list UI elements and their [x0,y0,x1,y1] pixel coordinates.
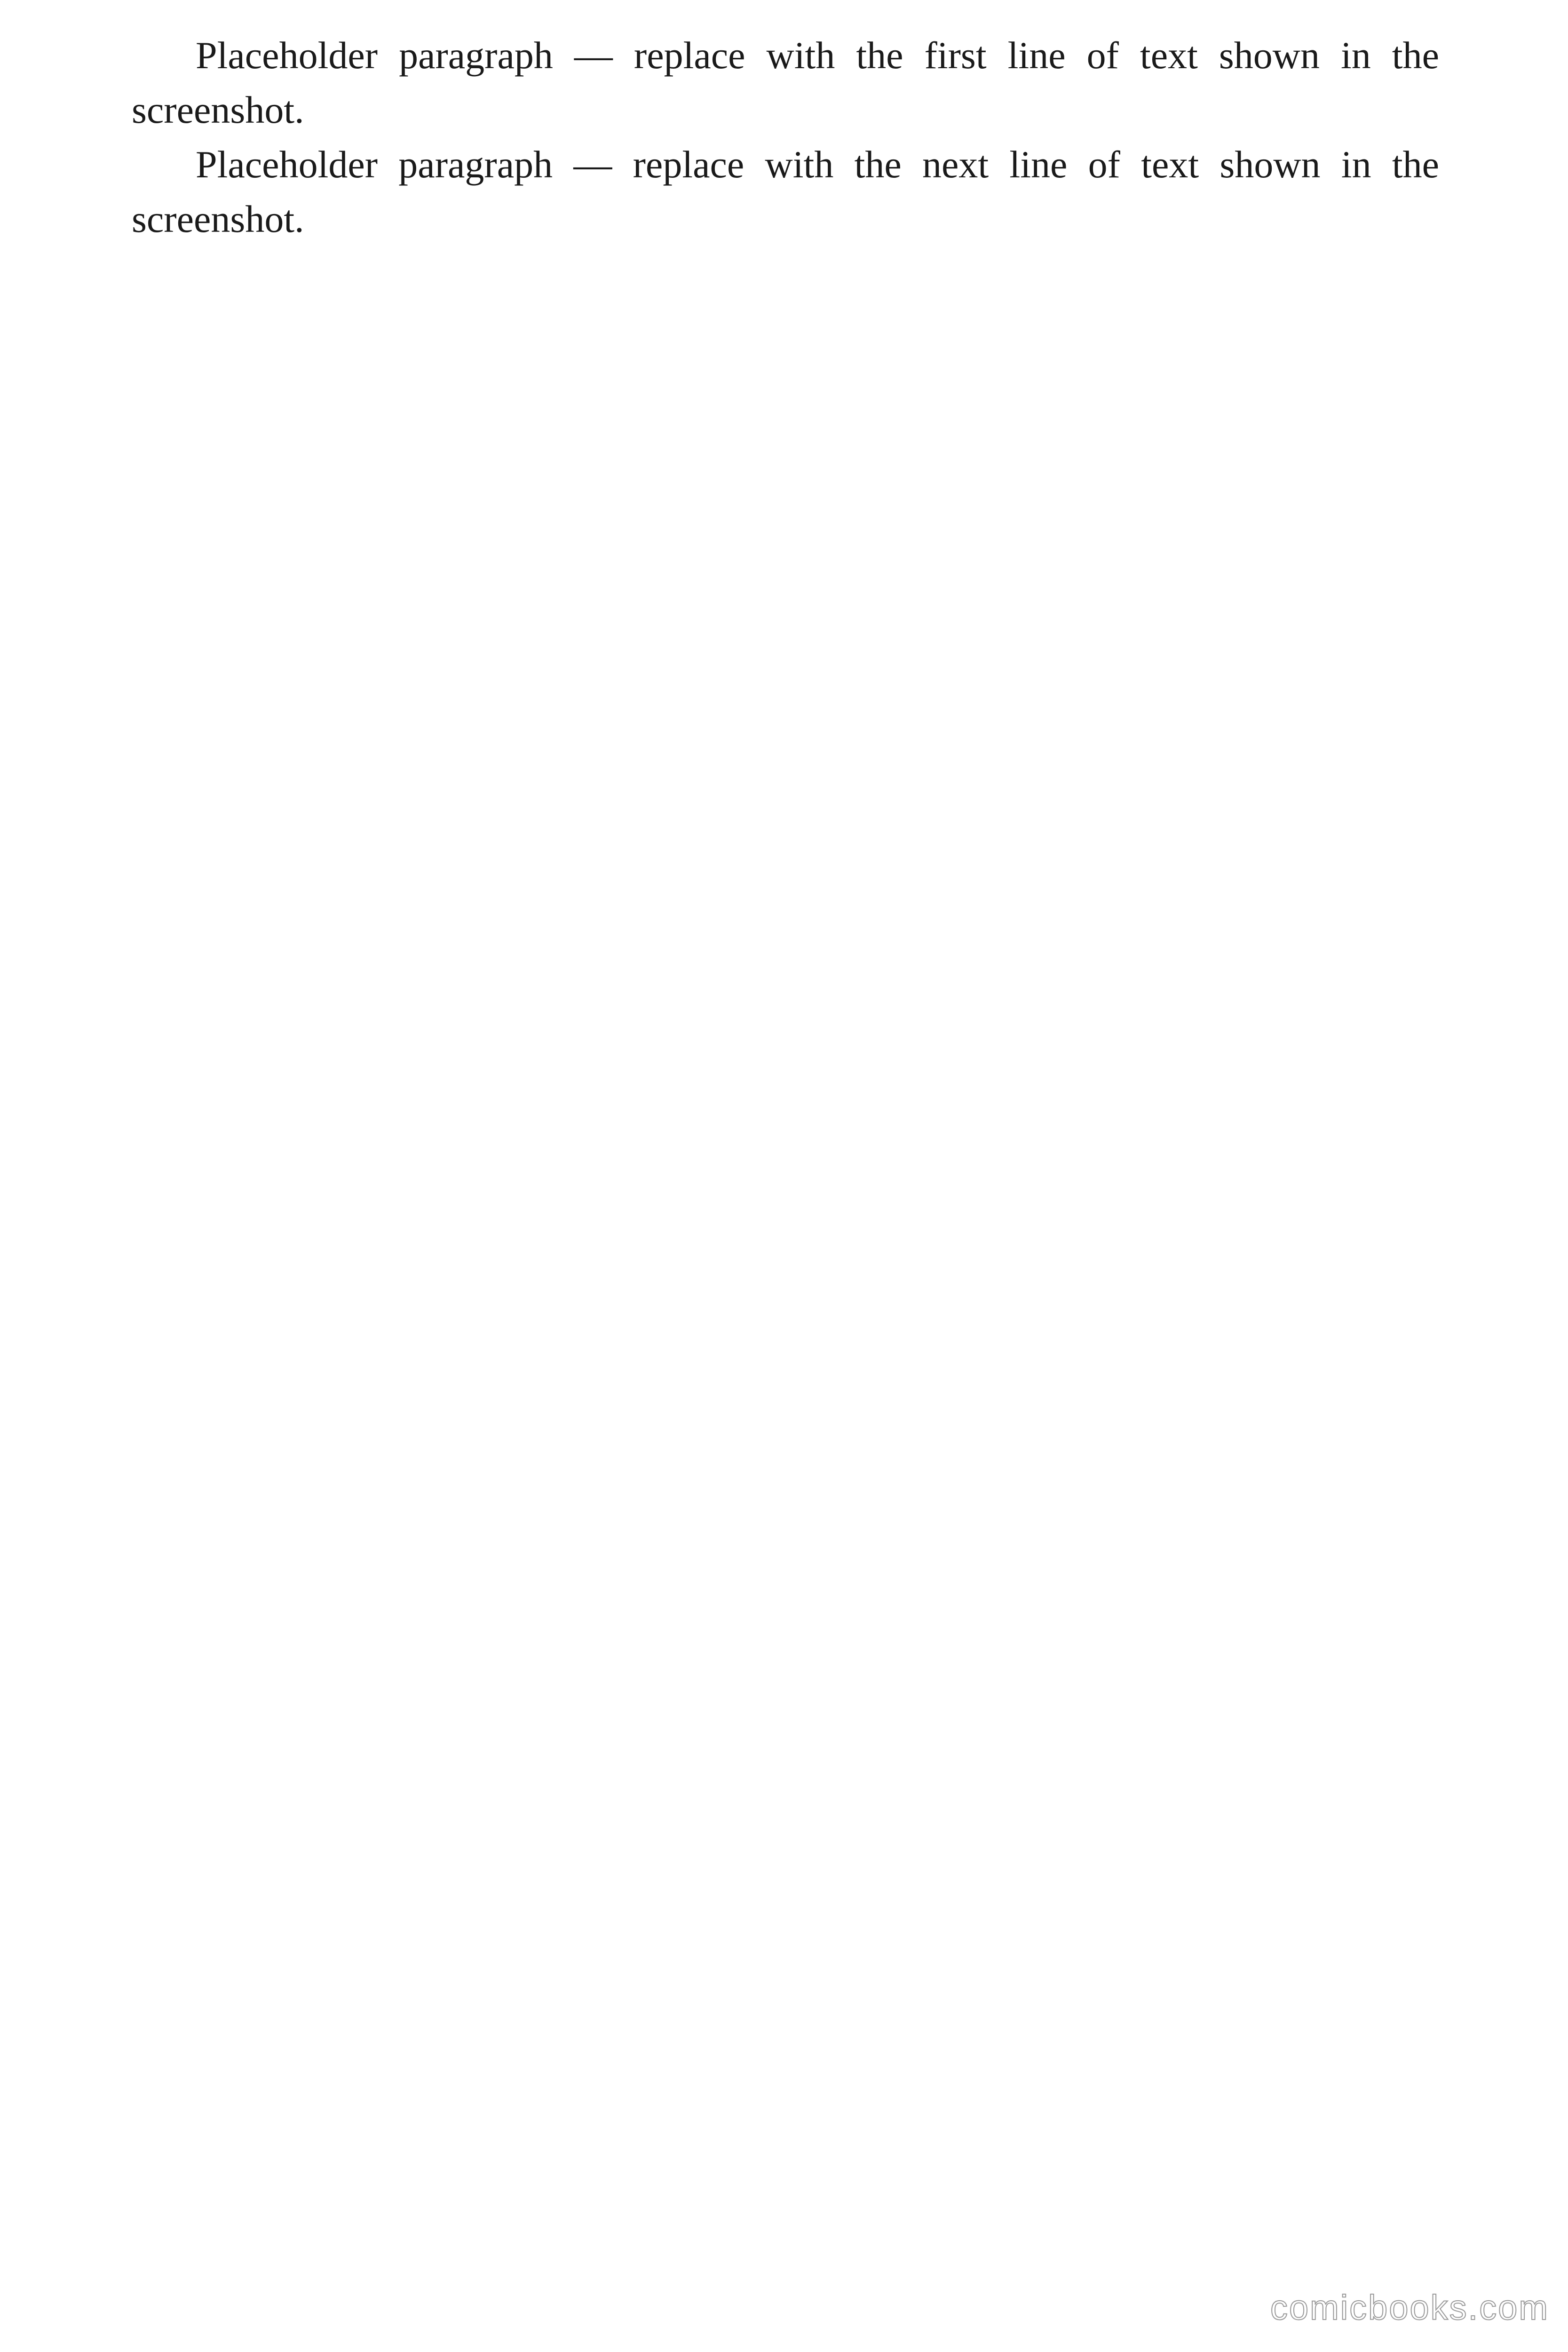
page-text-body [132,28,1439,246]
text-paragraph: Placeholder paragraph — replace with the first line of text shown in the screenshot. [132,34,1439,131]
text-paragraph: Placeholder paragraph — replace with the next line of text shown in the screenshot. [132,143,1439,240]
site-watermark: comicbooks.com [1270,2288,1549,2327]
